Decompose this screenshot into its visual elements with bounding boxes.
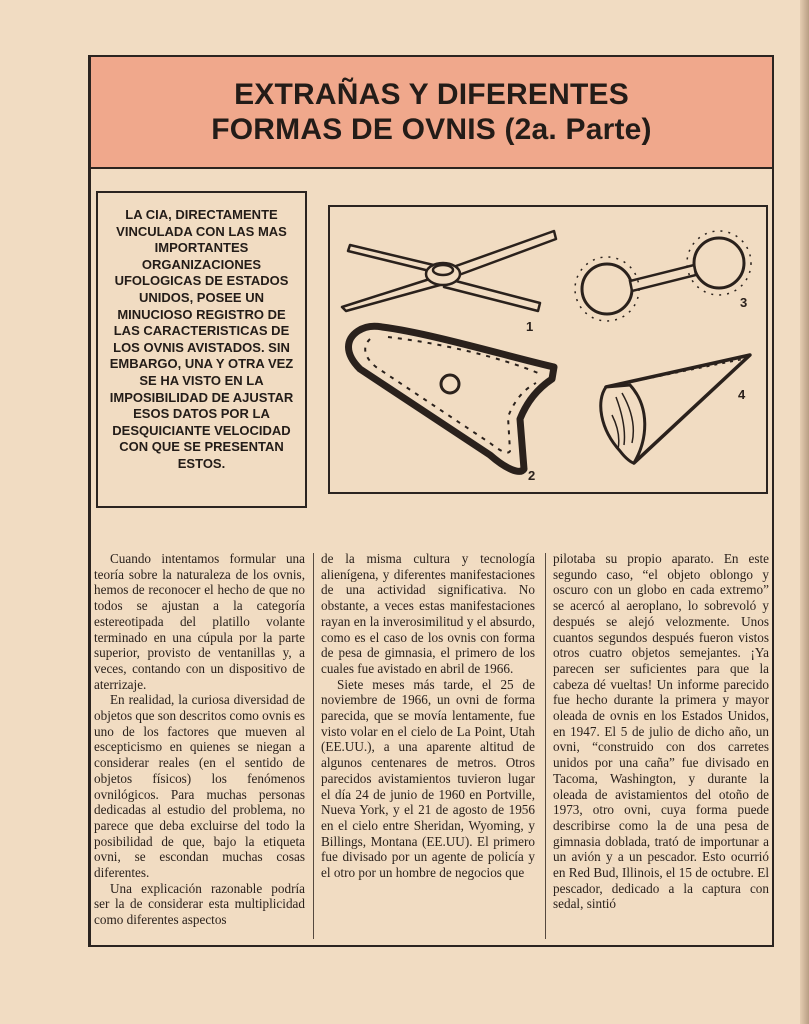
ufo-shapes-illustration	[328, 205, 768, 494]
shape-label-1: 1	[526, 319, 534, 334]
shape-label-2: 2	[528, 468, 536, 483]
title-band	[91, 57, 772, 169]
column-divider	[545, 553, 546, 939]
paragraph: En realidad, la curiosa diversidad de objetos que son descritos como ovnis es uno de los factores que mueven al escepticismo en quienes se niegan a considerar reales (en el sentido de objetos físicos) los fenómenos ovnilógicos. Para muchas personas dedicadas al estudio del problema, no parece que deba excluirse del todo la posibilidad de que, bajo la etiqueta ovni, se escondan muchas cosas diferentes.	[94, 692, 305, 881]
page-edge	[800, 0, 809, 1024]
paragraph: de la misma cultura y tecnología alienígena, y diferentes manifestaciones de una actividad significativa. No obstante, a veces estas manifestaciones rayan en la inverosimilitud y el absurdo, como es el caso de los ovnis con forma de pesa de gimnasia, el primero de los cuales fue avistado en abril de 1966.	[321, 551, 535, 676]
ufo-shape-3-dumbbell	[575, 231, 751, 321]
page-title-line-1: EXTRAÑAS Y DIFERENTES	[234, 78, 629, 111]
ufo-shape-4-cone	[601, 355, 750, 463]
intro-box	[96, 191, 307, 508]
ufo-shape-1-propeller	[342, 231, 556, 311]
shape-label-4: 4	[738, 387, 746, 402]
column-divider	[313, 553, 314, 939]
paragraph: Cuando intentamos formular una teoría sobre la naturaleza de los ovnis, hemos de reconocer el hecho de que no todos se ajustan a la categoría estereotipada del platillo volante terminado en una cúpula por la parte superior, provisto de ventanillas y, a veces, contando con un dispositivo de aterrizaje.	[94, 551, 305, 692]
ufo-shapes-svg	[330, 207, 766, 492]
intro-text: LA CIA, DIRECTAMENTE VINCULADA CON LAS MAS IMPORTANTES ORGANIZACIONES UFOLOGICAS DE ESTADOS UNIDOS, POSEE UN MINUCIOSO REGISTRO DE LAS CARACTERISTICAS DE LOS OVNIS AVISTADOS. SIN EMBARGO, UNA Y OTRA VEZ SE HA VISTO EN LA IMPOSIBILIDAD DE AJUSTAR ESOS DATOS POR LA DESQUICIANTE VELOCIDAD CON QUE SE PRESENTAN ESTOS.	[109, 207, 294, 471]
text-column-3	[553, 551, 769, 943]
paragraph: Siete meses más tarde, el 25 de noviembre de 1966, un ovni de forma parecida, que se movía lentamente, fue visto volar en el cielo de La Point, Utah (EE.UU.), a una aparente altitud de algunos centenares de metros. Otros parecidos avistamientos tuvieron lugar el día 24 de junio de 1960 en Portville, Nueva York, y el 21 de agosto de 1956 en el cielo entre Sheridan, Wyoming, y Billings, Montana (EE.UU). El primero fue divisado por un agente de policía y el otro por un hombre de negocios que	[321, 676, 535, 881]
page-title-line-2: FORMAS DE OVNIS (2a. Parte)	[211, 113, 652, 146]
paragraph: Una explicación razonable podría ser la de considerar esta multiplicidad como diferentes aspectos	[94, 880, 305, 928]
ufo-shape-2-wedge	[349, 326, 555, 471]
article-body	[91, 551, 777, 943]
paragraph: pilotaba su propio aparato. En este segundo caso, “el objeto oblongo y oscuro con un globo en cada extremo” se acercó al aeroplano, lo sobrevoló y después se alejó velozmente. Unos cuantos segundos después fueron vistos otros cuatro objetos semejantes. ¡Ya parecen ser suficientes para que la cabeza dé vueltas! Un informe parecido fue hecho durante la primera y mayor oleada de ovnis en los Estados Unidos, en 1947. El 5 de julio de dicho año, un ovni, “construido con dos carretes unidos por una caña” fue divisado en Tacoma, Washington, y durante la oleada de avistamientos del otoño de 1973, otro ovni, cuya forma puede describirse como la de una pesa de gimnasia doblada, trató de importunar a un avión y a un pescador. Esto ocurrió en Red Bud, Illinois, el 15 de octubre. El pescador, dedicado a la captura con sedal, sintió	[553, 551, 769, 912]
text-column-2	[321, 551, 535, 943]
text-column-1	[94, 551, 305, 943]
shape-label-3: 3	[740, 295, 748, 310]
article-frame	[88, 55, 774, 947]
